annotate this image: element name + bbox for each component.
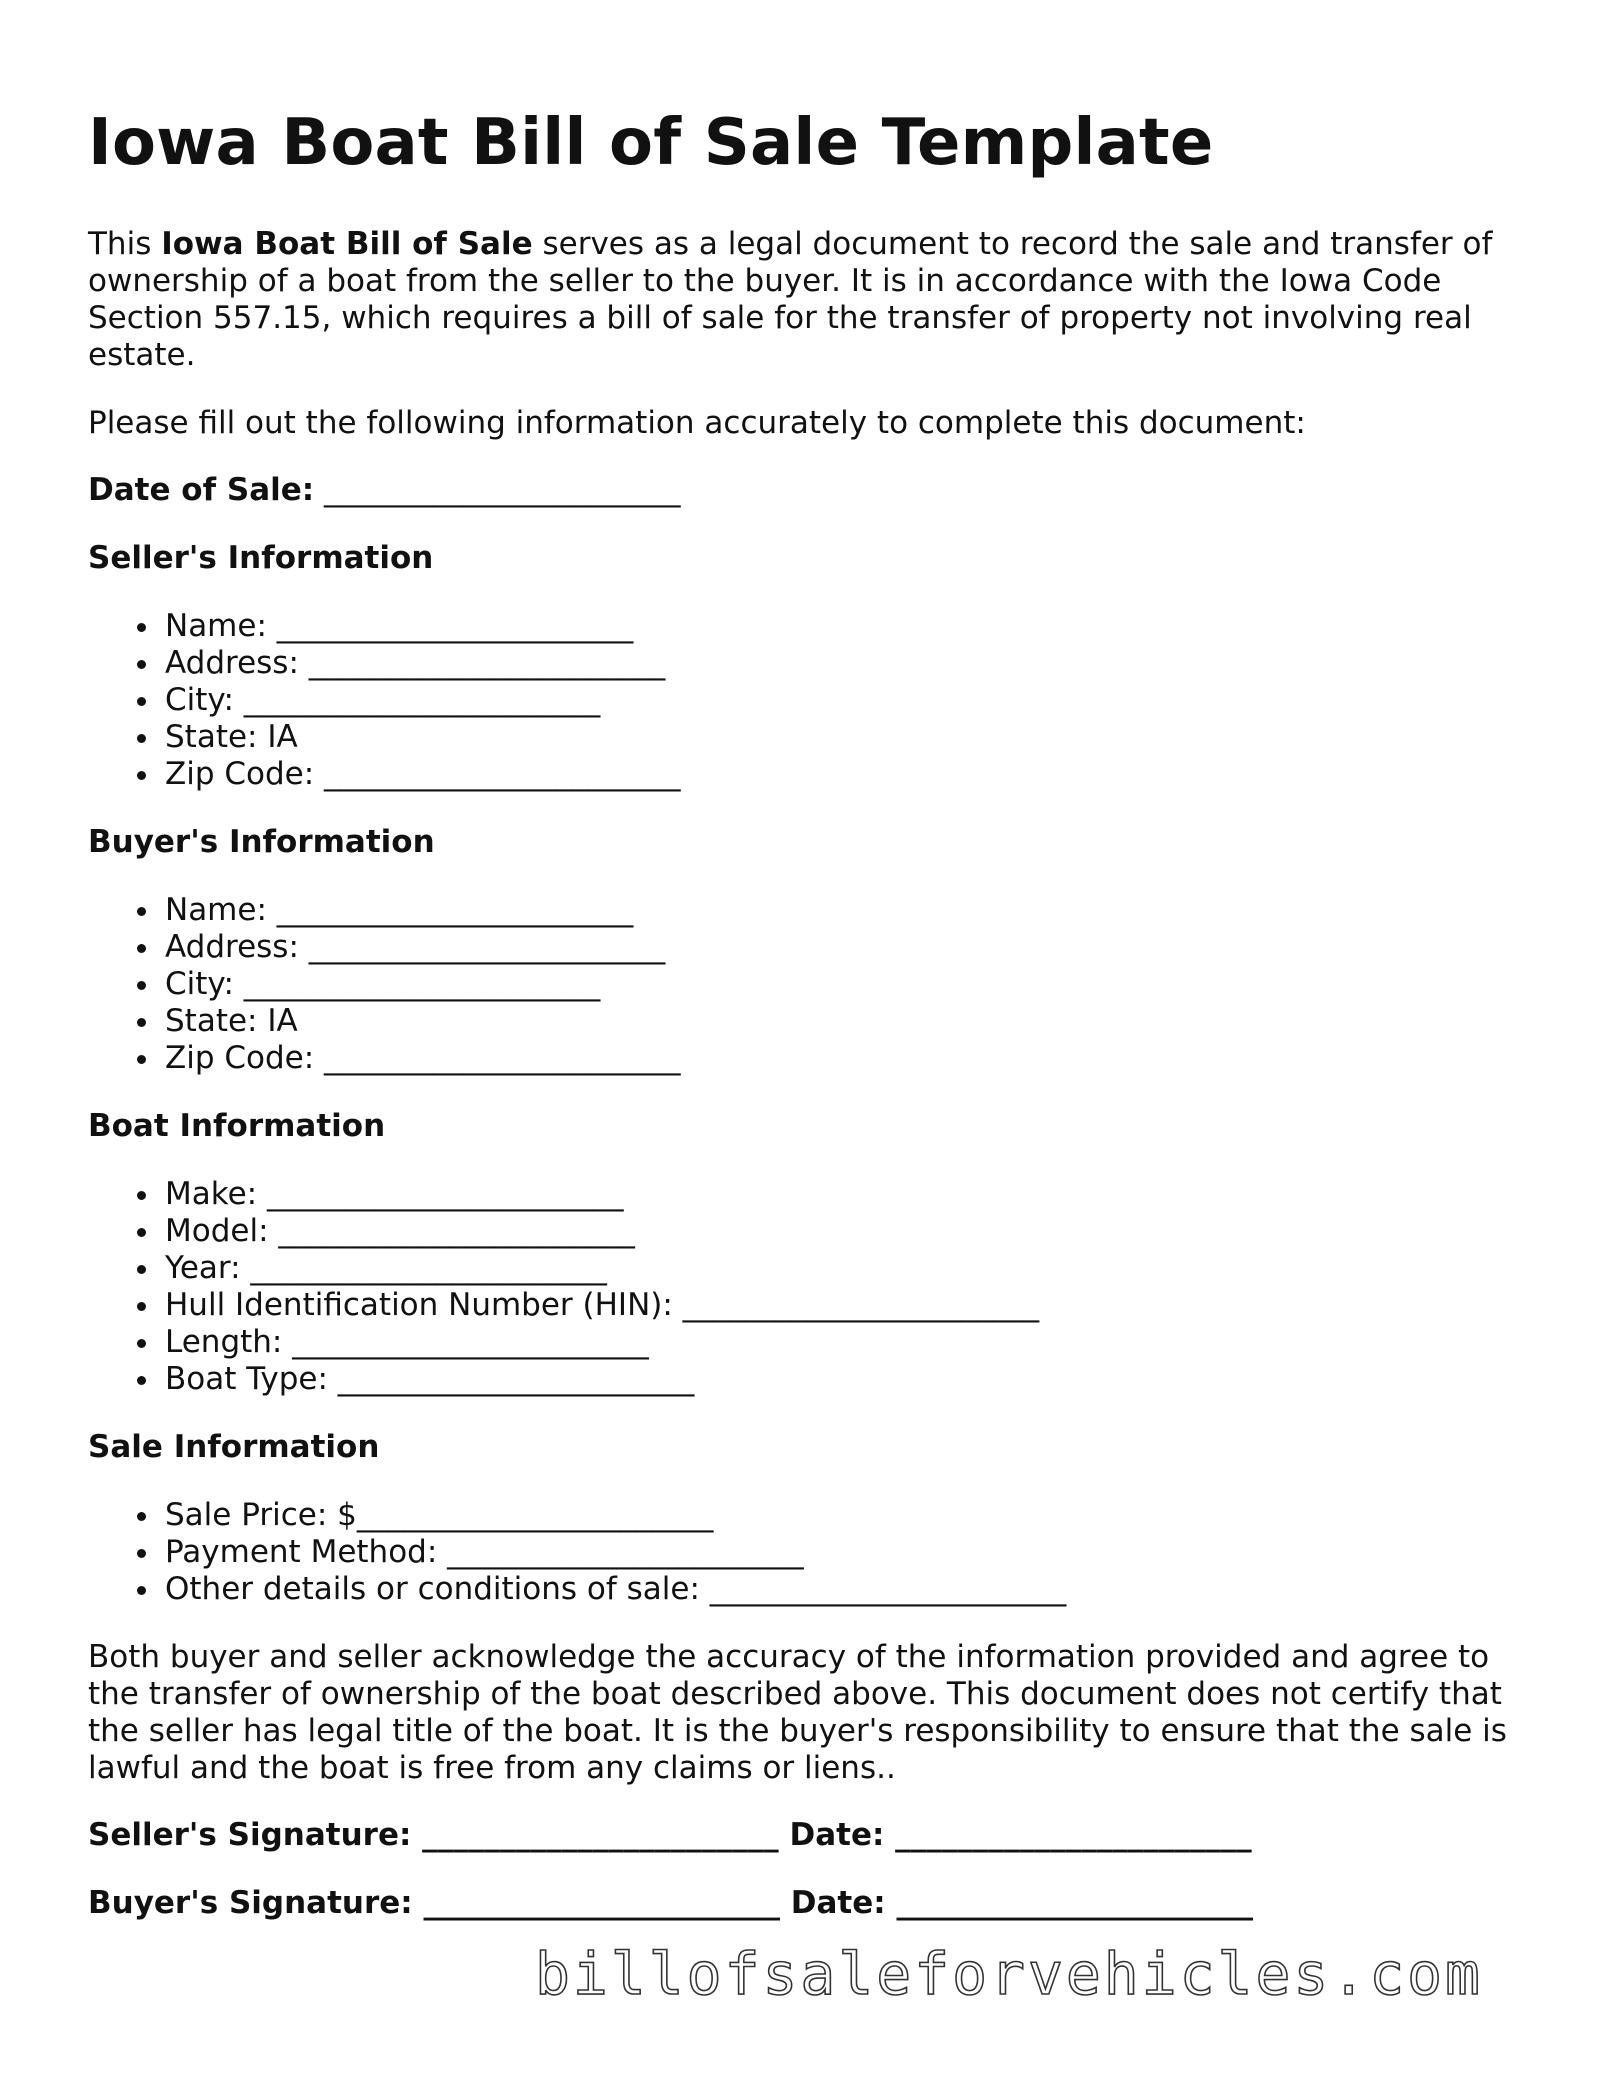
buyer-signature-date-field[interactable]: Date: _______________________ bbox=[790, 1884, 1253, 1921]
seller-address-field[interactable]: Address: _______________________ bbox=[165, 645, 1528, 682]
date-of-sale-line bbox=[88, 472, 1528, 509]
seller-city-field[interactable]: City: _______________________ bbox=[165, 682, 1528, 719]
buyer-list bbox=[88, 892, 1528, 1077]
date-of-sale-field[interactable]: _______________________ bbox=[324, 471, 681, 508]
other-details-field[interactable]: Other details or conditions of sale: _______________________ bbox=[165, 1571, 1528, 1608]
seller-zip-field[interactable]: Zip Code: _______________________ bbox=[165, 756, 1528, 793]
boat-list bbox=[88, 1176, 1528, 1398]
buyer-address-field[interactable]: Address: _______________________ bbox=[165, 929, 1528, 966]
buyer-zip-field[interactable]: Zip Code: _______________________ bbox=[165, 1040, 1528, 1077]
boat-year-field[interactable]: Year: _______________________ bbox=[165, 1250, 1528, 1287]
instruction-text: Please fill out the following information accurately to complete this document: bbox=[88, 404, 1306, 441]
sale-heading: Sale Information bbox=[88, 1428, 380, 1465]
intro-paragraph bbox=[88, 226, 1528, 374]
sale-price-field[interactable]: Sale Price: $_______________________ bbox=[165, 1497, 1528, 1534]
sale-list bbox=[88, 1497, 1528, 1608]
boat-heading: Boat Information bbox=[88, 1107, 386, 1144]
payment-method-field[interactable]: Payment Method: _______________________ bbox=[165, 1534, 1528, 1571]
buyer-signature-field[interactable]: Buyer's Signature: _______________________ bbox=[88, 1884, 791, 1921]
document-title: Iowa Boat Bill of Sale Template bbox=[88, 106, 1214, 180]
date-of-sale-label: Date of Sale: bbox=[88, 471, 315, 508]
site-watermark: billofsaleforvehicles.com bbox=[535, 1940, 1483, 2008]
buyer-state-field: State: IA bbox=[165, 1003, 1528, 1040]
seller-heading: Seller's Information bbox=[88, 539, 434, 576]
buyer-city-field[interactable]: City: _______________________ bbox=[165, 966, 1528, 1003]
acknowledgement-paragraph: Both buyer and seller acknowledge the accuracy of the information provided and agree to the transfer of ownership of the boat described above. This document does not certify that the seller has legal title of the boat. It is the buyer's responsibility to ensure that the sale is lawful and the boat is free from any claims or liens.. bbox=[88, 1638, 1507, 1786]
seller-signature-row bbox=[88, 1817, 1528, 1854]
intro-bold-title: Iowa Boat Bill of Sale bbox=[161, 225, 533, 262]
boat-model-field[interactable]: Model: _______________________ bbox=[165, 1213, 1528, 1250]
boat-hin-field[interactable]: Hull Identification Number (HIN): _______________________ bbox=[165, 1287, 1528, 1324]
buyer-name-field[interactable]: Name: _______________________ bbox=[165, 892, 1528, 929]
boat-make-field[interactable]: Make: _______________________ bbox=[165, 1176, 1528, 1213]
seller-list bbox=[88, 608, 1528, 793]
seller-signature-field[interactable]: Seller's Signature: _______________________ bbox=[88, 1816, 790, 1853]
document-page bbox=[88, 105, 1528, 1953]
intro-prefix: This bbox=[88, 225, 162, 262]
seller-name-field[interactable]: Name: _______________________ bbox=[165, 608, 1528, 645]
seller-state-field: State: IA bbox=[165, 719, 1528, 756]
intro-suffix: serves as a legal document to record the sale and transfer of ownership of a boat from the seller to the buyer. It is in accordance with the Iowa Code Section 557.15, which requires a bill of sale for the transfer of property not involving real estate. bbox=[88, 225, 1493, 373]
buyer-signature-row bbox=[88, 1885, 1528, 1922]
boat-type-field[interactable]: Boat Type: _______________________ bbox=[165, 1361, 1528, 1398]
boat-length-field[interactable]: Length: _______________________ bbox=[165, 1324, 1528, 1361]
seller-signature-date-field[interactable]: Date: _______________________ bbox=[789, 1816, 1252, 1853]
buyer-heading: Buyer's Information bbox=[88, 823, 435, 860]
